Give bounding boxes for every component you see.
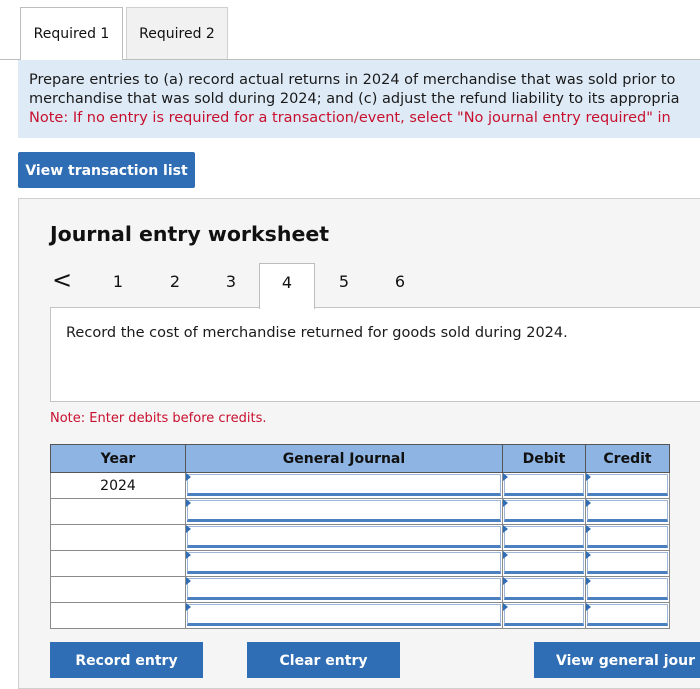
cell-marker-icon xyxy=(186,525,191,533)
credit-header: Credit xyxy=(586,445,670,473)
page-2-link[interactable]: 2 xyxy=(169,272,181,291)
cell-marker-icon xyxy=(586,499,591,507)
cell-marker-icon xyxy=(503,525,508,533)
cell-marker-icon xyxy=(186,577,191,585)
cell-marker-icon xyxy=(586,551,591,559)
credit-cell xyxy=(586,551,670,577)
credit-input[interactable] xyxy=(587,526,668,548)
table-row xyxy=(51,577,670,603)
tab-required-2[interactable]: Required 2 xyxy=(126,7,228,59)
journal-cell xyxy=(186,525,503,551)
credit-input[interactable] xyxy=(587,578,668,600)
credit-cell xyxy=(586,603,670,629)
debit-cell xyxy=(503,473,586,499)
page-3-link[interactable]: 3 xyxy=(225,272,237,291)
instructions-line-1: Prepare entries to (a) record actual returns in 2024 of merchandise that was sold prior to xyxy=(29,72,676,88)
debit-input[interactable] xyxy=(504,526,584,548)
debit-input[interactable] xyxy=(504,604,584,626)
journal-entry-table xyxy=(50,444,670,629)
credit-cell xyxy=(586,499,670,525)
debit-input[interactable] xyxy=(504,578,584,600)
page-6-link[interactable]: 6 xyxy=(394,272,406,291)
cell-marker-icon xyxy=(503,603,508,611)
cell-marker-icon xyxy=(503,473,508,481)
journal-cell xyxy=(186,603,503,629)
tab-required-1[interactable]: Required 1 xyxy=(20,7,123,60)
year-cell[interactable] xyxy=(51,499,186,525)
year-cell[interactable] xyxy=(51,603,186,629)
year-cell[interactable] xyxy=(51,551,186,577)
year-header: Year xyxy=(51,445,186,473)
cell-marker-icon xyxy=(186,499,191,507)
journal-cell xyxy=(186,473,503,499)
table-row xyxy=(51,473,670,499)
journal-input[interactable] xyxy=(187,474,501,496)
debit-input[interactable] xyxy=(504,500,584,522)
credit-cell xyxy=(586,577,670,603)
year-cell[interactable] xyxy=(51,577,186,603)
previous-page-icon[interactable]: < xyxy=(52,266,73,294)
worksheet-title: Journal entry worksheet xyxy=(50,222,330,246)
cell-marker-icon xyxy=(186,473,191,481)
cell-marker-icon xyxy=(586,577,591,585)
page-4-link-active[interactable]: 4 xyxy=(259,263,315,309)
page-1-link[interactable]: 1 xyxy=(112,272,124,291)
instructions-line-2: merchandise that was sold during 2024; and (c) adjust the refund liability to its appropria xyxy=(29,91,680,107)
credit-cell xyxy=(586,525,670,551)
transaction-description-text: Record the cost of merchandise returned for goods sold during 2024. xyxy=(66,325,568,341)
debit-cell xyxy=(503,525,586,551)
journal-input[interactable] xyxy=(187,578,501,600)
journal-input[interactable] xyxy=(187,604,501,626)
table-header-row xyxy=(51,445,670,473)
credit-input[interactable] xyxy=(587,500,668,522)
year-cell[interactable]: 2024 xyxy=(51,473,186,499)
cell-marker-icon xyxy=(586,473,591,481)
journal-cell xyxy=(186,551,503,577)
debit-cell xyxy=(503,499,586,525)
credit-input[interactable] xyxy=(587,604,668,626)
general-journal-header: General Journal xyxy=(186,445,503,473)
table-row xyxy=(51,551,670,577)
cell-marker-icon xyxy=(186,603,191,611)
debit-input[interactable] xyxy=(504,552,584,574)
cell-marker-icon xyxy=(503,551,508,559)
cell-marker-icon xyxy=(503,577,508,585)
debit-credit-note: Note: Enter debits before credits. xyxy=(50,411,267,426)
transaction-description xyxy=(50,307,700,402)
credit-input[interactable] xyxy=(587,552,668,574)
debit-cell xyxy=(503,603,586,629)
clear-entry-button[interactable]: Clear entry xyxy=(247,642,400,678)
table-row xyxy=(51,525,670,551)
journal-cell xyxy=(186,499,503,525)
page-5-link[interactable]: 5 xyxy=(338,272,350,291)
debit-cell xyxy=(503,577,586,603)
record-entry-button[interactable]: Record entry xyxy=(50,642,203,678)
journal-input[interactable] xyxy=(187,526,501,548)
cell-marker-icon xyxy=(586,603,591,611)
debit-input[interactable] xyxy=(504,474,584,496)
credit-cell xyxy=(586,473,670,499)
table-row xyxy=(51,603,670,629)
journal-cell xyxy=(186,577,503,603)
journal-input[interactable] xyxy=(187,500,501,522)
year-cell[interactable] xyxy=(51,525,186,551)
credit-input[interactable] xyxy=(587,474,668,496)
cell-marker-icon xyxy=(186,551,191,559)
debit-cell xyxy=(503,551,586,577)
view-general-journal-button[interactable]: View general jour xyxy=(534,642,700,678)
table-row xyxy=(51,499,670,525)
cell-marker-icon xyxy=(503,499,508,507)
view-transaction-list-button[interactable]: View transaction list xyxy=(18,152,195,188)
journal-input[interactable] xyxy=(187,552,501,574)
instructions-panel xyxy=(18,60,700,138)
instructions-note: Note: If no entry is required for a transaction/event, select "No journal entry required" in xyxy=(29,110,671,126)
cell-marker-icon xyxy=(586,525,591,533)
debit-header: Debit xyxy=(503,445,586,473)
